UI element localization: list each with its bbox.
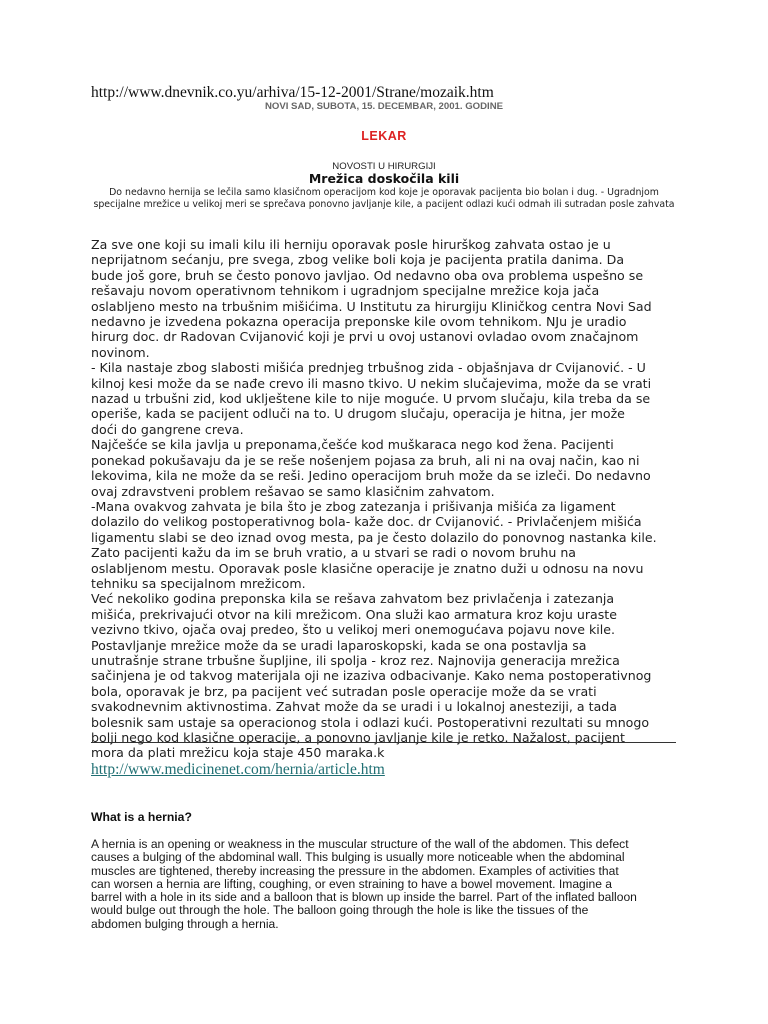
horizontal-divider <box>91 742 676 743</box>
article-body: Za sve one koji su imali kilu ili herniju oporavak posle hirurškog zahvata ostao je u neprijatnom sećanju, pre svega, zbog velike boli koja je pacijenta pratila danima. Da bude još gore, bruh se često ponovo javljao. Od nedavno oba ova problema uspešno se rešavaju novom operativnom tehnikom i ugradnjom specijalne mrežice koja jača oslabljeno mesto na trbušnim mišićima. U Institutu za hirurgiju Kliničkog centra Novi Sad nedavno je izvedena pokazna operacija preponske kile ovom tehnikom. NJu je uradio hirurg doc. dr Radovan Cvijanović koji je prvi u ovoj ustanovi ovladao ovom značajnom novinom. - Kila nastaje zbog slabosti mišića prednjeg trbušnog zida - objašnjava dr Cvijanović. - U kilnoj kesi može da se nađe crevo ili masno tkivo. U nekim slučajevima, može da se vrati nazad u trbušni zid, kod uklještene kile to nije moguće. U prvom slučaju, kila treba da se operiše, kada se pacijent odluči na to. U drugom slučaju, operacija je hitna, jer može doći do gangrene creva. Najčešće se kila javlja u preponama,češće kod muškaraca nego kod žena. Pacijenti ponekad pokušavaju da je se reše nošenjem pojasa za bruh, ali ni na ovaj način, kao ni lekovima, kila ne može da se reši. Jedino operacijom bruh može da se izleči. Do nedavno ovaj zdravstveni problem rešavao se samo klasičnim zahvatom. -Mana ovakvog zahvata je bila što je zbog zatezanja i prišivanja mišića za ligament dolazilo do velikog postoperativnog bola- kaže doc. dr Cvijanović. - Privlačenjem mišića ligamentu slabi se deo iznad ovog mesta, pa je često dolazilo do ponovnog nastanka kile. Zato pacijenti kažu da im se bruh vratio, a u stvari se radi o novom bruhu na oslabljenom mestu. Oporavak posle klasične operacije je znatno duži u odnosu na novu tehniku sa specijalnom mrežicom. Već nekoliko godina preponska kila se rešava zahvatom bez privlačenja i zatezanja mišića, prekrivajući otvor na kili mrežicom. Ona služi kao armatura kroz koju uraste vezivno tkivo, ojača ovaj predeo, što u velikoj meri onemogućava pojavu nove kile. Postavljanje mrežice može da se uradi laparoskopski, kada se ona postavlja sa unutrašnje strane trbušne šupljine, ili spolja - kroz rez. Najnovija generacija mrežica sačinjena je od takvog materijala oji ne izaziva odbacivanje. Kako nema postoperativnog bola, oporavak je brz, pa pacijent već sutradan posle operacije može da se vrati svakodnevnim aktivnostima. Zahvat može da se uradi i u lokalnoj anesteziji, a tada bolesnik sam ustaje sa operacionog stola i odlazi kući. Postoperativni rezultati su mnogo bolji nego kod klasične operacije, a ponovno javljanje kile je retko. Nažalost, pacijent mora da plati mrežicu koja staje 450 maraka.k <box>91 237 657 761</box>
dateline: NOVI SAD, SUBOTA, 15. DECEMBAR, 2001. GODINE <box>264 101 504 112</box>
medicinenet-link[interactable]: http://www.medicinenet.com/hernia/article.htm <box>91 761 385 778</box>
article-lead: Do nedavno hernija se lečila samo klasičnom operacijom kod koje je oporavak pacijenta bio bolan i dug. - Ugradnjom specijalne mrežice u velikoj meri se sprečava ponovno javljanje kile, a pacijent odlazi kući odmah ili sutradan posle zahvata <box>93 187 675 210</box>
hernia-paragraph: A hernia is an opening or weakness in the muscular structure of the wall of the abdomen. This defect causes a bulging of the abdominal wall. This bulging is usually more noticeable when the abdominal muscles are tightened, thereby increasing the pressure in the abdomen. Examples of activities that can worsen a hernia are lifting, coughing, or even straining to have a bowel movement. Imagine a barrel with a hole in its side and a balloon that is blown up inside the barrel. Part of the inflated balloon would bulge out through the hole. The balloon going through the hole is like the tissues of the abdomen bulging through a hernia. <box>91 837 637 931</box>
section-title: LEKAR <box>361 129 407 143</box>
section-heading: What is a hernia? <box>91 810 192 824</box>
article-kicker: NOVOSTI U HIRURGIJI <box>332 161 436 172</box>
article-headline: Mrežica doskočila kili <box>308 171 460 186</box>
source-url: http://www.dnevnik.co.yu/arhiva/15-12-2001/Strane/mozaik.htm <box>91 84 494 101</box>
